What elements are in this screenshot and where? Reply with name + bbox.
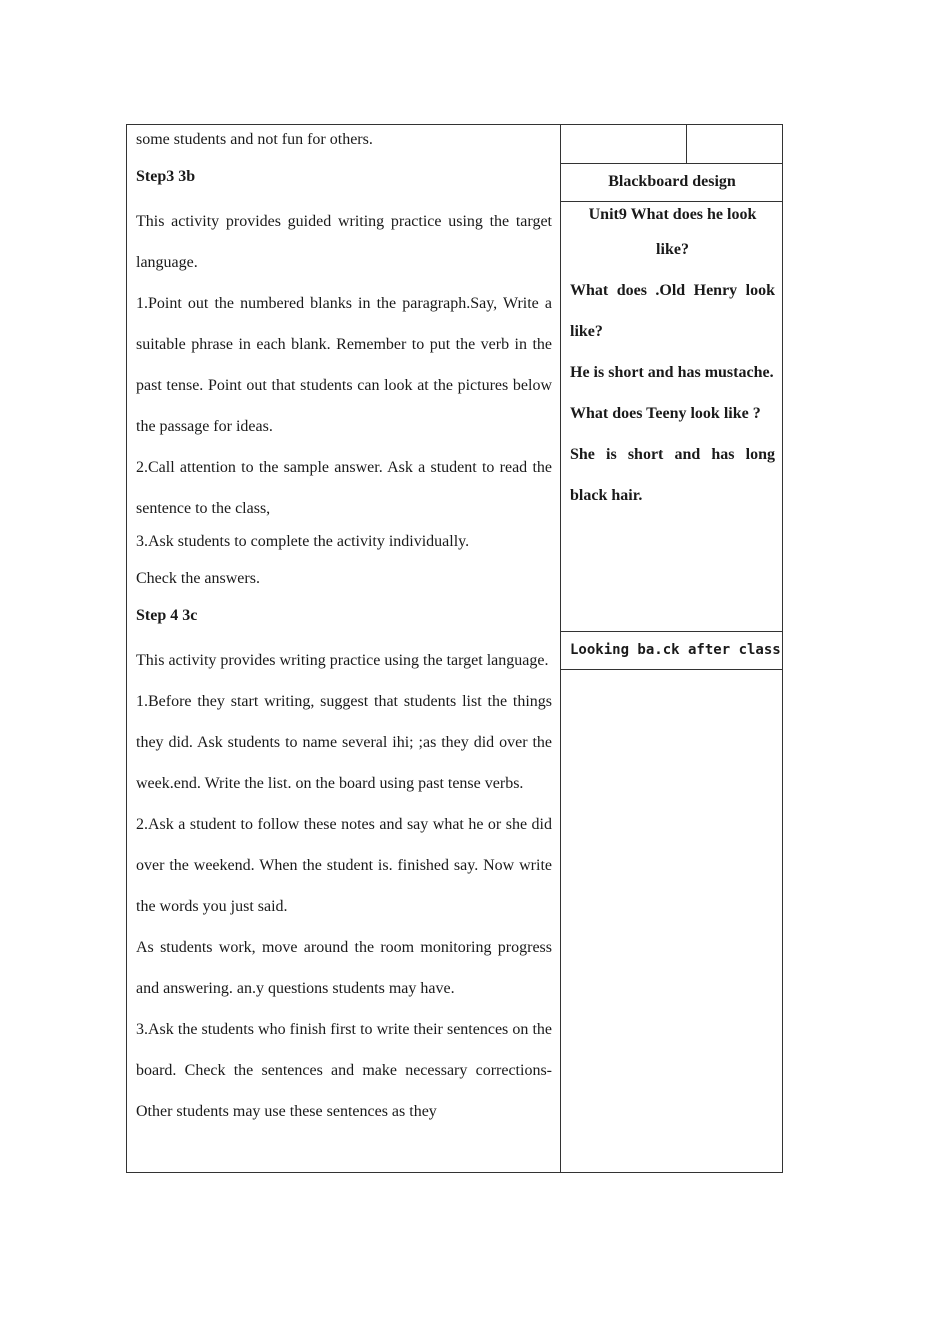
step3-intro: This activity provides guided writing practice using the target language. <box>136 213 552 271</box>
lesson-plan-table <box>126 124 783 1173</box>
answer-1: He is short and has mustache. <box>570 364 774 381</box>
step3-heading: Step3 3b <box>136 168 196 185</box>
step4-monitor: As students work, move around the room monitoring progress and answering. an.y questions students may have. <box>136 939 552 997</box>
blackboard-content <box>570 201 775 516</box>
teaching-procedure-column <box>136 125 552 1174</box>
question-1: What does .Old Henry look like? <box>570 282 775 340</box>
question-2: What does Teeny look like ? <box>570 405 761 422</box>
blackboard-column <box>561 125 783 1172</box>
answer-2: She is short and has long black hair. <box>570 446 775 504</box>
looking-back-heading: Looking ba.ck after class <box>570 642 781 658</box>
step4-item-3: 3.Ask the students who finish first to write their sentences on the board. Check the sentences and make necessary corrections- Other students may use these sentences as they <box>136 1021 552 1120</box>
step4-item-2: 2.Ask a student to follow these notes and say what he or she did over the weekend. When the student is. finished say. Now write the words you just said. <box>136 816 552 915</box>
row-line <box>561 669 783 670</box>
step3-check: Check the answers. <box>136 570 260 587</box>
step4-heading: Step 4 3c <box>136 607 198 624</box>
step3-item-3: 3.Ask students to complete the activity individually. <box>136 533 470 550</box>
top-cell-divider <box>686 125 687 163</box>
blackboard-design-title: Blackboard design <box>608 173 736 190</box>
continued-text: some students and not fun for others. <box>136 131 373 148</box>
step4-item-1: 1.Before they start writing, suggest that students list the things they did. Ask students to name several ihi; ;as they did over the week.end. Write the list. on the board using past tense verbs. <box>136 693 552 792</box>
step4-intro: This activity provides writing practice using the target language. <box>136 652 549 669</box>
step3-item-2: 2.Call attention to the sample answer. Ask a student to read the sentence to the class, <box>136 459 552 517</box>
unit-title-line1: Unit9 What does he look <box>588 206 757 223</box>
unit-title-line2: like? <box>656 241 689 258</box>
step3-item-1: 1.Point out the numbered blanks in the paragraph.Say, Write a suitable phrase in each blank. Remember to put the verb in the past tense. Point out that students can look at the pictures below the passage for ideas. <box>136 295 552 435</box>
